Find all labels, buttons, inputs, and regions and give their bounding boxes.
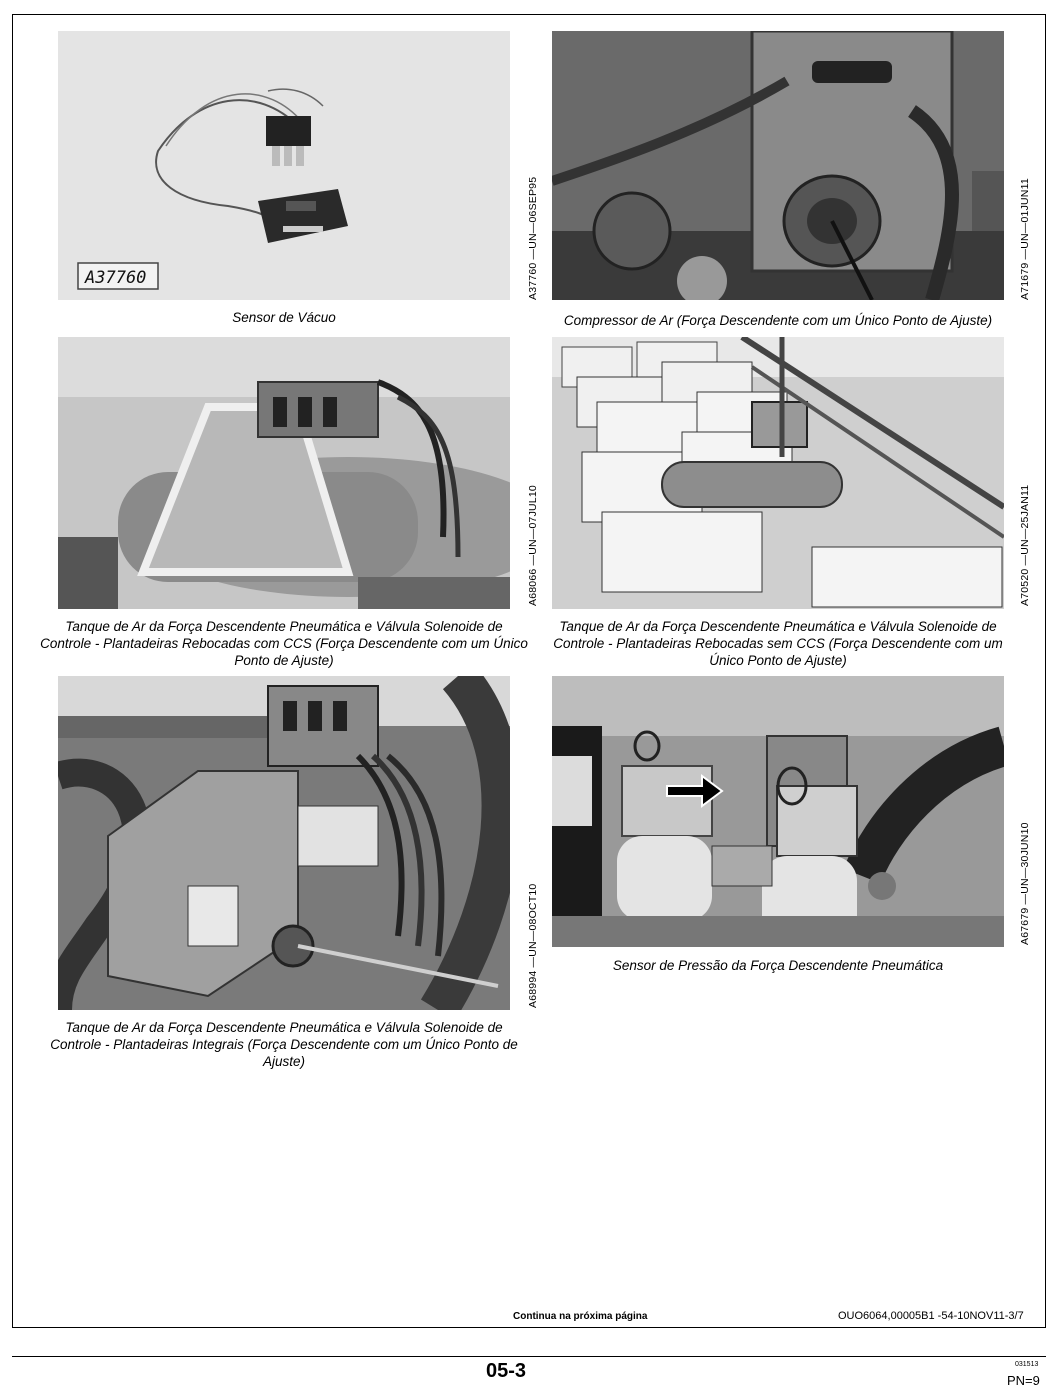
compressor-photo: [552, 31, 1004, 300]
integral-tank-photo: [58, 676, 510, 1010]
caption-pressure-sensor: Sensor de Pressão da Força Descendente Pneumática: [612, 958, 944, 973]
bottom-rule: [12, 1356, 1046, 1357]
towed-ccs-tank-photo: [58, 337, 510, 609]
caption-towed-ccs: Tanque de Ar da Força Descendente Pneumática e Válvula Solenoide de Controle - Plantadeiras Rebocadas com CCS (Força Descendente com um Único Ponto de Ajuste): [40, 619, 528, 668]
document-reference: OUO6064,00005B1 -54-10NOV11-3/7: [838, 1310, 1024, 1322]
figure-code-2: A71679 —UN—01JUN11: [1019, 178, 1031, 300]
page-number: 05-3: [486, 1360, 527, 1382]
caption-vacuum-sensor: Sensor de Vácuo: [232, 310, 336, 325]
small-code: 031513: [1015, 1361, 1039, 1368]
figure-code-3: A68066 —UN—07JUL10: [527, 485, 539, 606]
caption-integral: Tanque de Ar da Força Descendente Pneumática e Válvula Solenoide de Controle - Plantadeiras Integrais (Força Descendente com um Único Ponto de Ajuste): [50, 1020, 518, 1069]
continue-note: Continua na próxima página: [513, 1311, 648, 1322]
caption-compressor: Compressor de Ar (Força Descendente com um Único Ponto de Ajuste): [563, 313, 993, 328]
vacuum-sensor-photo: [58, 31, 510, 300]
figure-code-5: A68994 —UN—08OCT10: [527, 883, 539, 1008]
pressure-sensor-photo: [552, 676, 1004, 947]
svg-text:A37760: A37760: [85, 268, 147, 288]
towed-no-ccs-tank-photo: [552, 337, 1004, 609]
figure-code-4: A70520 —UN—25JAN11: [1019, 484, 1031, 606]
figure-code-6: A67679 —UN—30JUN10: [1019, 822, 1031, 945]
pn-label: PN=9: [1007, 1373, 1040, 1388]
figure-code-1: A37760 —UN—06SEP95: [527, 176, 539, 300]
caption-towed-no-ccs: Tanque de Ar da Força Descendente Pneumática e Válvula Solenoide de Controle - Plantadeiras Rebocadas sem CCS (Força Descendente com um Único Ponto de Ajuste): [553, 619, 1003, 668]
